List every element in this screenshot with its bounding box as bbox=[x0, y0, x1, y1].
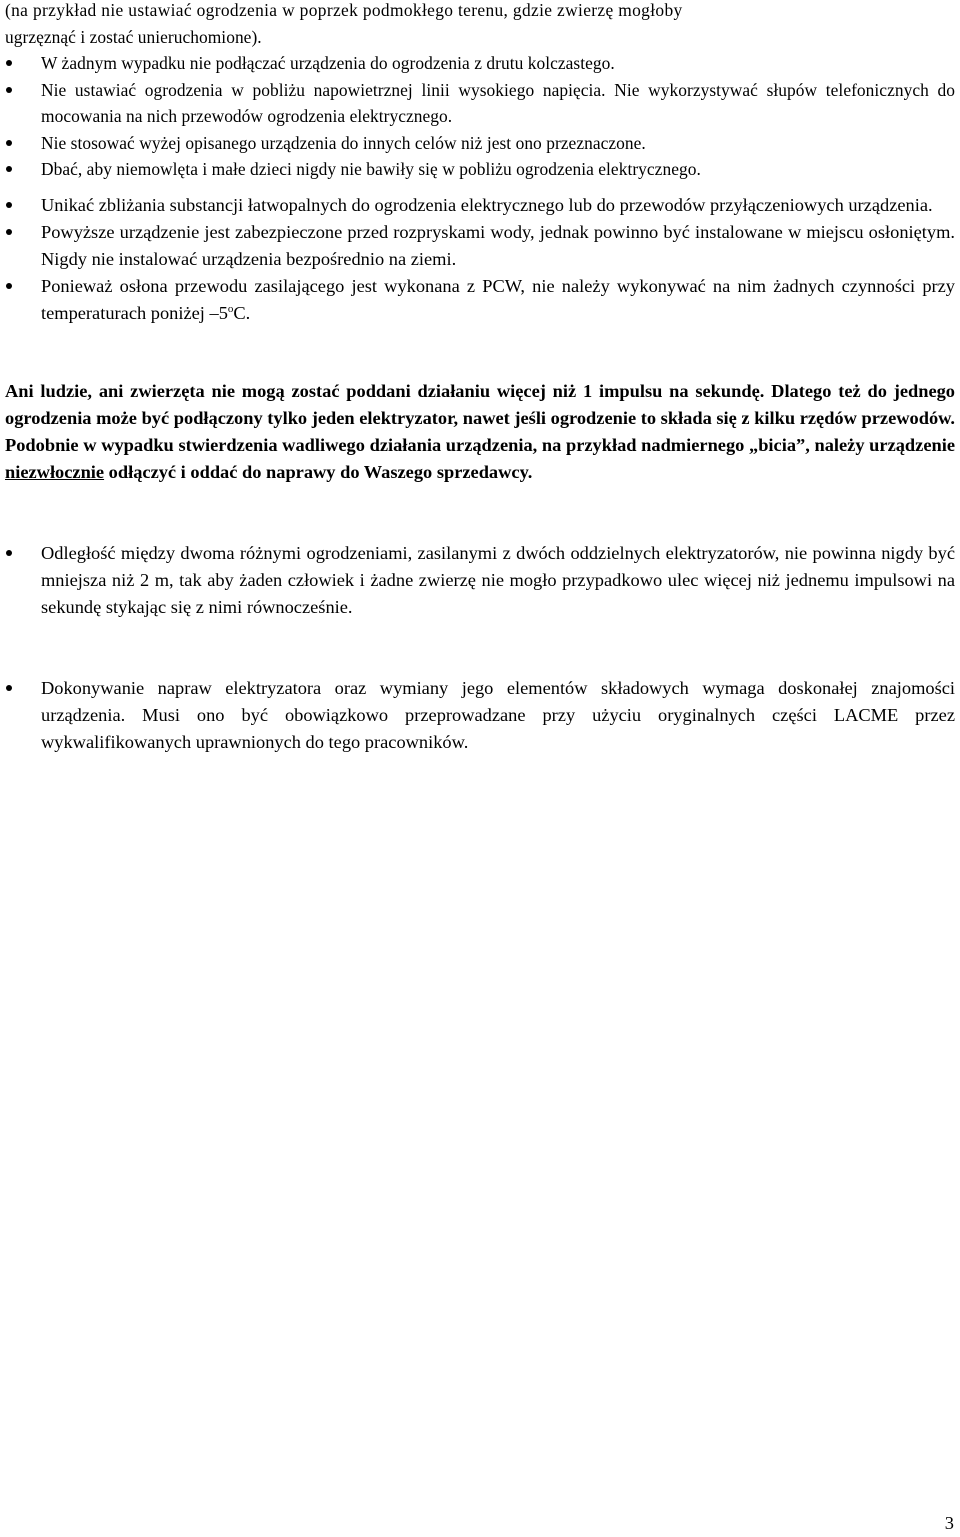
continuation-line-1: (na przykład nie ustawiać ogrodzenia w poprzek podmokłego terenu, gdzie zwierzę mogłoby bbox=[5, 0, 683, 20]
list-item-text: Dbać, aby niemowlęta i małe dzieci nigdy nie bawiły się w pobliżu ogrodzenia elektrycznego. bbox=[41, 159, 701, 179]
bullet-icon bbox=[6, 550, 12, 556]
distance-bullet-list bbox=[0, 540, 960, 621]
bullet-icon bbox=[6, 202, 12, 208]
list-item bbox=[0, 192, 960, 219]
page-number: 3 bbox=[944, 1513, 954, 1533]
list-item bbox=[0, 675, 960, 756]
middle-bullet-list bbox=[0, 192, 960, 327]
bullet-icon bbox=[6, 87, 12, 93]
list-item bbox=[0, 219, 960, 273]
list-item-text: Powyższe urządzenie jest zabezpieczone przed rozpryskami wody, jednak powinno być instalowane w miejscu osłoniętym. Nigdy nie instalować urządzenia bezpośrednio na ziemi. bbox=[41, 222, 955, 269]
bullet-icon bbox=[6, 283, 12, 289]
list-item bbox=[0, 130, 960, 157]
bullet-icon bbox=[6, 140, 12, 146]
pcw-unit: C. bbox=[233, 303, 251, 323]
list-item bbox=[0, 50, 960, 77]
top-bullet-list bbox=[0, 0, 960, 183]
list-item-text: Unikać zbliżania substancji łatwopalnych do ogrodzenia elektrycznego lub do przewodów przyłączeniowych urządzenia. bbox=[41, 195, 933, 215]
list-item-continuation bbox=[0, 0, 960, 50]
degree-superscript: o bbox=[227, 303, 234, 315]
pcw-text: Ponieważ osłona przewodu zasilającego jest wykonana z PCW, nie należy wykonywać na nim żadnych czynności przy temperaturach poniżej –5 bbox=[41, 276, 955, 323]
warning-text: Ani ludzie, ani zwierzęta nie mogą zostać poddani działaniu więcej niż 1 impulsu na sekundę. Dlatego też do jednego ogrodzenia może być podłączony tylko jeden elektryzator, nawet jeśli ogrodzenie to składa się z kilku rzędów przewodów. Podobnie w wypadku stwierdzenia wadliwego działania urządzenia, na przykład nadmiernego „bicia”, należy urządzenie bbox=[5, 381, 955, 455]
list-item bbox=[0, 540, 960, 621]
warning-text-end: odłączyć i oddać do naprawy do Waszego sprzedawcy. bbox=[104, 462, 533, 482]
list-item-text: W żadnym wypadku nie podłączać urządzenia do ogrodzenia z drutu kolczastego. bbox=[41, 53, 615, 73]
list-item bbox=[0, 273, 960, 327]
bullet-icon bbox=[6, 685, 12, 691]
list-item-text bbox=[41, 276, 955, 323]
list-item bbox=[0, 77, 960, 130]
bullet-icon bbox=[6, 166, 12, 172]
warning-paragraph bbox=[5, 378, 955, 486]
list-item bbox=[0, 156, 960, 183]
list-item-text: Dokonywanie napraw elektryzatora oraz wymiany jego elementów składowych wymaga doskonałej znajomości urządzenia. Musi ono być obowiązkowo przeprowadzane przy użyciu oryginalnych części LACME przez wykwalifikowanych uprawnionych do tego pracowników. bbox=[41, 678, 955, 752]
continuation-line-2: ugrzęznąć i zostać unieruchomione). bbox=[5, 26, 262, 47]
bullet-icon bbox=[6, 60, 12, 66]
list-item-text: Nie stosować wyżej opisanego urządzenia do innych celów niż jest ono przeznaczone. bbox=[41, 132, 646, 153]
repairs-bullet-list bbox=[0, 675, 960, 756]
underlined-word: niezwłocznie bbox=[5, 462, 105, 482]
list-item-text: Odległość między dwoma różnymi ogrodzeniami, zasilanymi z dwóch oddzielnych elektryzatorów, nie powinna nigdy być mniejsza niż 2 m, tak aby żaden człowiek i żadne zwierzę nie mogło przypadkowo ulec więcej niż jednemu impulsowi na sekundę stykając się z nimi równocześnie. bbox=[41, 543, 955, 617]
bullet-icon bbox=[6, 229, 12, 235]
list-item-text: Nie ustawiać ogrodzenia w pobliżu napowietrznej linii wysokiego napięcia. Nie wykorzystywać słupów telefonicznych do mocowania na nich przewodów ogrodzenia elektrycznego. bbox=[41, 79, 955, 126]
